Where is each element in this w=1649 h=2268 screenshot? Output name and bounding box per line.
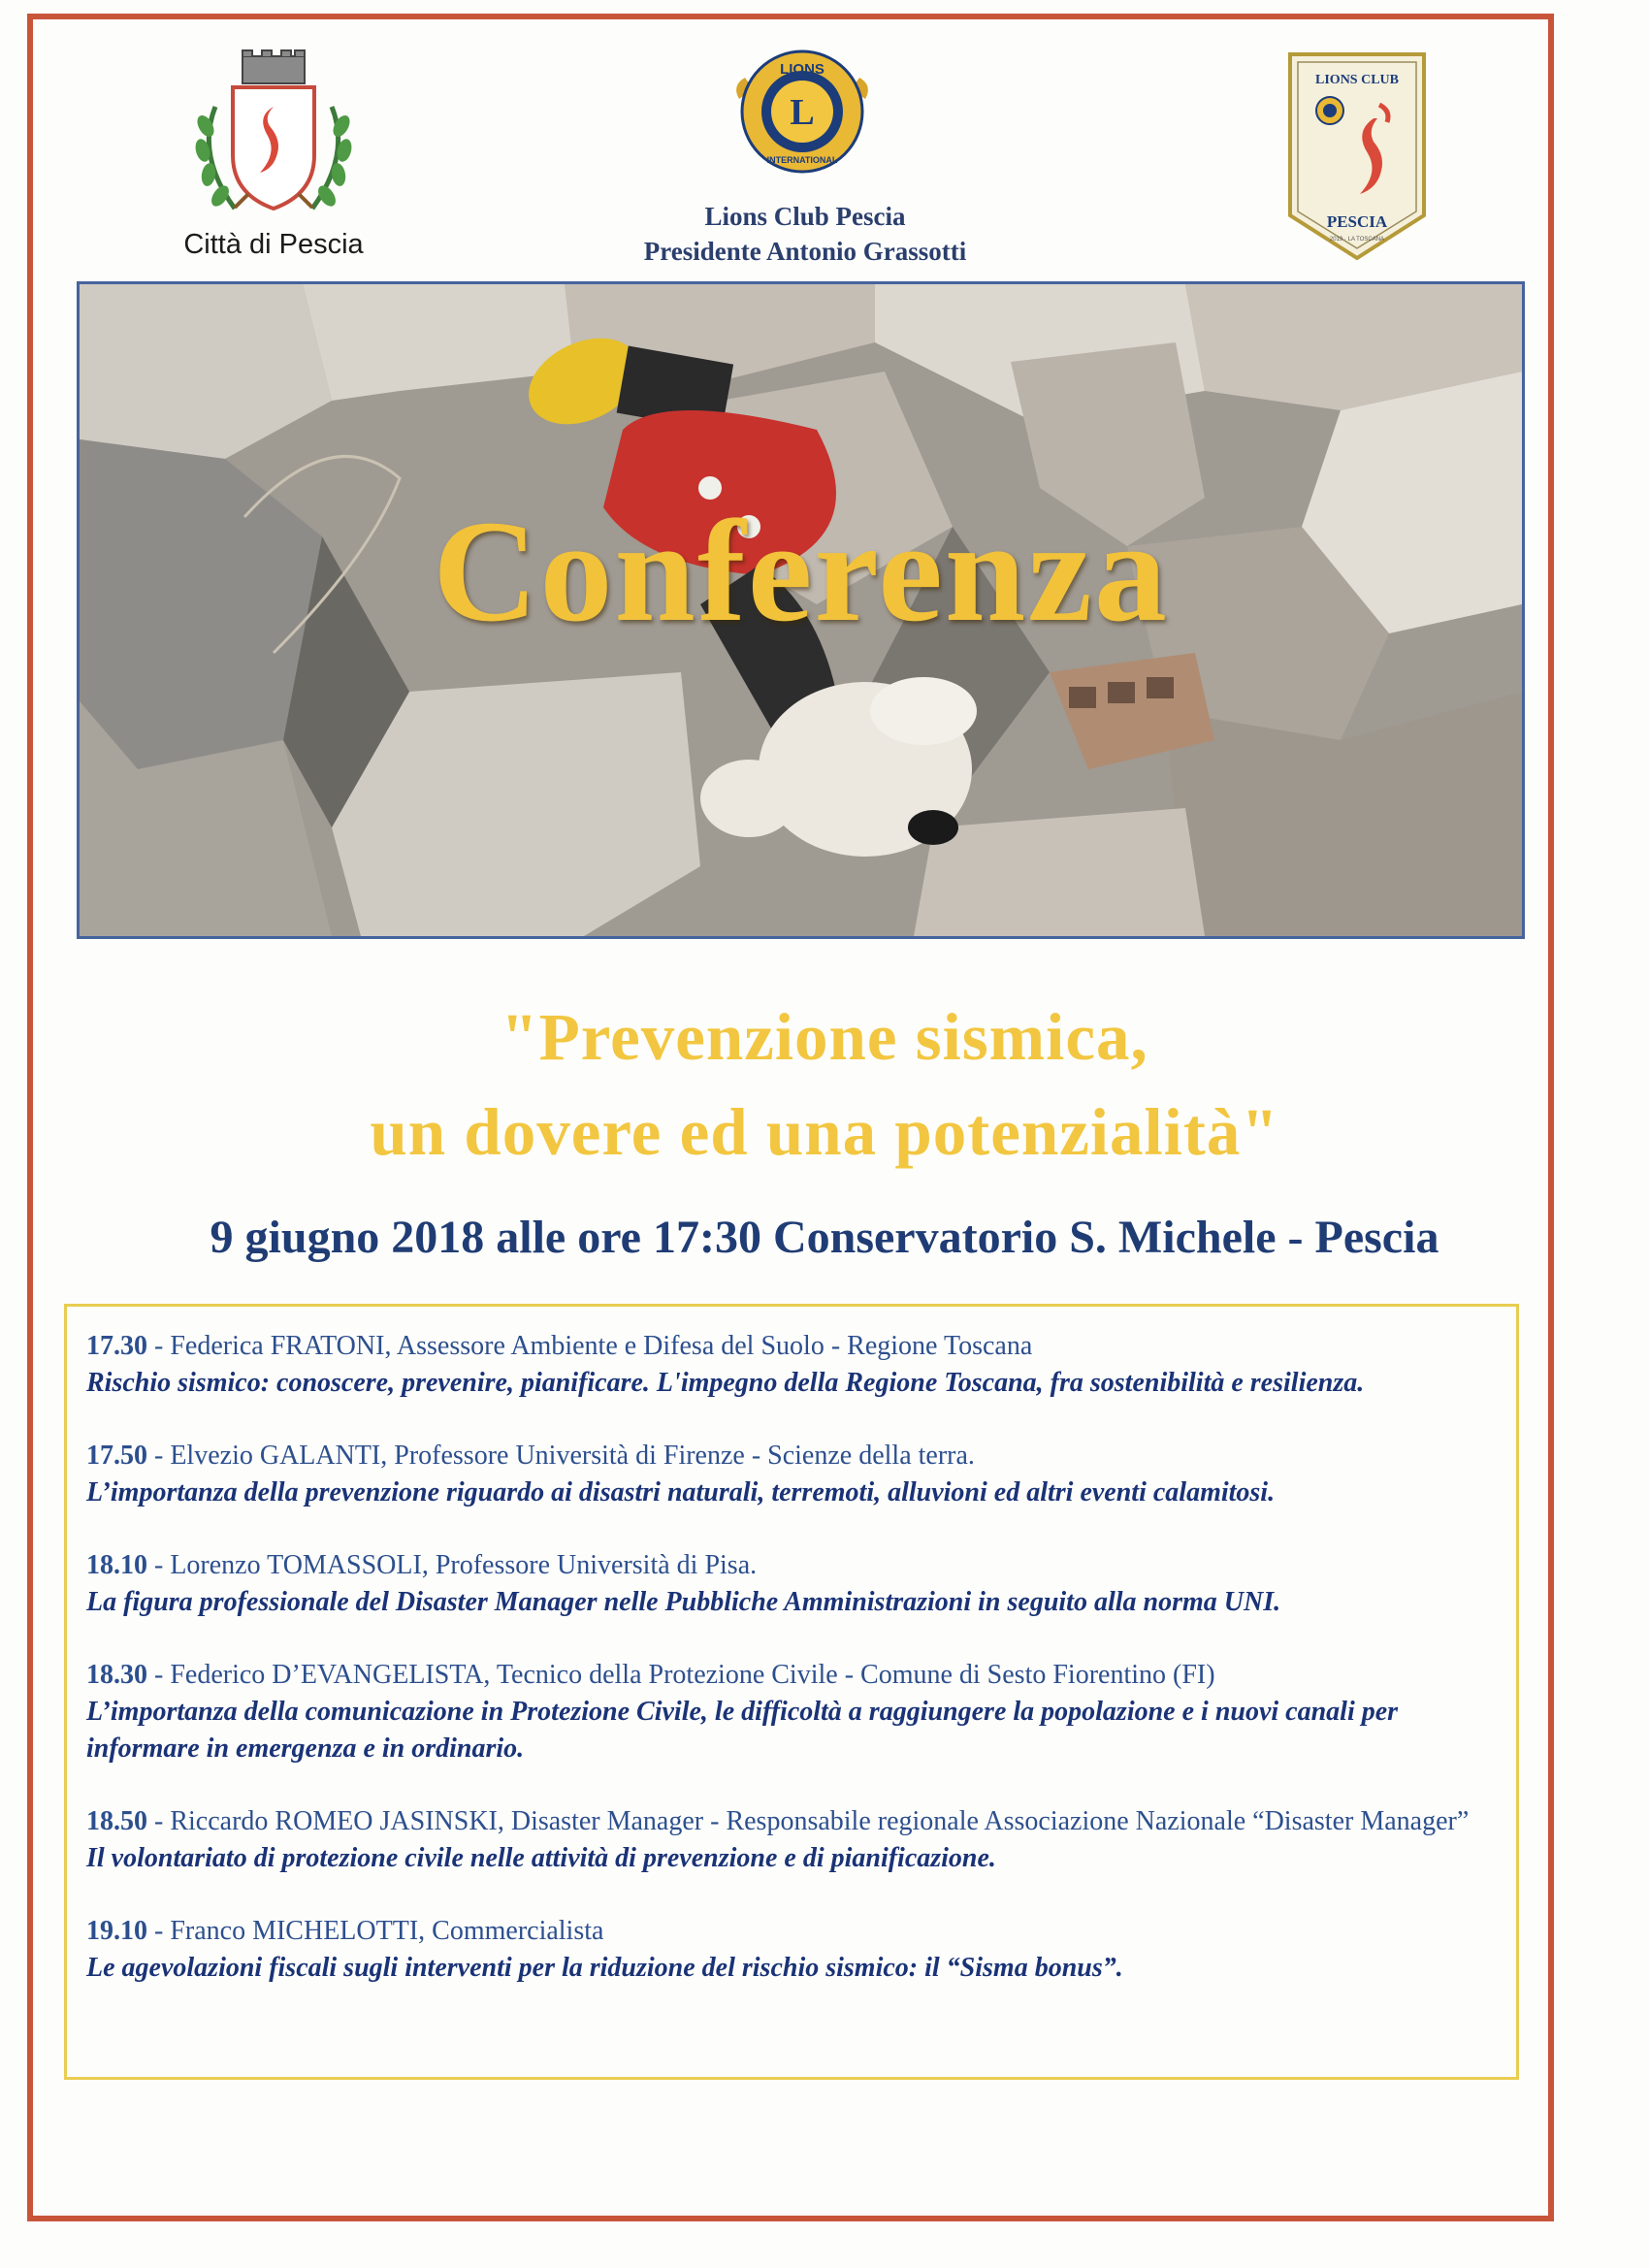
program-talk: Il volontariato di protezione civile nelle attività di prevenzione e di pianificazione. xyxy=(86,1843,996,1873)
hero-photo xyxy=(77,281,1525,939)
lions-logo-top-text: LIONS xyxy=(780,61,824,78)
program-speaker: Federico D’EVANGELISTA, Tecnico della Protezione Civile - Comune di Sesto Fiorentino (FI) xyxy=(170,1660,1215,1690)
program-time: 18.10 xyxy=(86,1550,147,1580)
pennant-top-text: LIONS CLUB xyxy=(1315,73,1399,87)
subtitle-line-1: "Prevenzione sismica, xyxy=(501,1000,1148,1074)
club-name: Lions Club Pescia xyxy=(704,202,906,231)
program-talk: Le agevolazioni fiscali sugli interventi per la riduzione del rischio sismico: il “Sisma bonus”. xyxy=(86,1953,1123,1983)
program-item: 19.10 - Franco MICHELOTTI, Commercialista Le agevolazioni fiscali sugli interventi per la riduzione del rischio sismico: il “Sisma bonus”. xyxy=(86,1913,1495,1987)
club-president: Presidente Antonio Grassotti xyxy=(643,237,967,266)
subtitle-line-2: un dovere ed una potenzialità" xyxy=(370,1095,1279,1169)
program-item: 17.30 - Federica FRATONI, Assessore Ambiente e Difesa del Suolo - Regione Toscana Rischio sismico: conoscere, prevenire, pianificare. L'impegno della Regione Toscana, fra sostenibilità e resilienza. xyxy=(86,1328,1495,1402)
program-time: 18.50 xyxy=(86,1806,147,1836)
program-time: 17.50 xyxy=(86,1441,147,1471)
program-item: 18.10 - Lorenzo TOMASSOLI, Professore Università di Pisa. La figura professionale del Disaster Manager nelle Pubbliche Amministrazioni in seguito alla norma UNI. xyxy=(86,1547,1495,1621)
program-item: 17.50 - Elvezio GALANTI, Professore Università di Firenze - Scienze della terra. L’importanza della prevenzione riguardo ai disastri naturali, terremoti, alluvioni ed altri eventi calamitosi. xyxy=(86,1438,1495,1511)
pennant-bottom-text: PESCIA xyxy=(1326,212,1388,231)
city-logo xyxy=(177,49,371,272)
program-speaker: Riccardo ROMEO JASINSKI, Disaster Manager - Responsabile regionale Associazione Nazionale “Disaster Manager” xyxy=(170,1806,1470,1836)
lions-club-pescia-pennant xyxy=(1286,50,1428,262)
program-item: 18.50 - Riccardo ROMEO JASINSKI, Disaster Manager - Responsabile regionale Associazione Nazionale “Disaster Manager” Il volontariato di protezione civile nelle attività di prevenzione e di pianificazione. xyxy=(86,1803,1495,1877)
program-speaker: Federica FRATONI, Assessore Ambiente e Difesa del Suolo - Regione Toscana xyxy=(170,1331,1033,1361)
lions-international-logo xyxy=(729,39,875,184)
program-talk: L’importanza della prevenzione riguardo ai disastri naturali, terremoti, alluvioni ed altri eventi calamitosi. xyxy=(86,1477,1276,1507)
program-time: 18.30 xyxy=(86,1660,147,1690)
program-time: 17.30 xyxy=(86,1331,147,1361)
program-time: 19.10 xyxy=(86,1916,147,1946)
lions-logo-bottom-text: INTERNATIONAL xyxy=(766,155,838,165)
city-crest-icon xyxy=(177,49,371,223)
lions-logo-letter: L xyxy=(790,92,815,133)
city-name: Città di Pescia xyxy=(183,229,364,260)
program-item: 18.30 - Federico D’EVANGELISTA, Tecnico della Protezione Civile - Comune di Sesto Fiorentino (FI) L’importanza della comunicazione in Protezione Civile, le difficoltà a raggiungere la popolazione e i nuovi canali per informare in emergenza e in ordinario. xyxy=(86,1657,1495,1767)
program-speaker: Elvezio GALANTI, Professore Università di Firenze - Scienze della terra. xyxy=(170,1441,975,1471)
program-box xyxy=(64,1304,1519,2080)
program-talk: Rischio sismico: conoscere, prevenire, pianificare. L'impegno della Regione Toscana, fra sostenibilità e resilienza. xyxy=(86,1368,1365,1398)
lions-emblem-icon xyxy=(729,39,875,184)
program-talk: La figura professionale del Disaster Manager nelle Pubbliche Amministrazioni in seguito alla norma UNI. xyxy=(86,1587,1281,1617)
pennant-icon xyxy=(1286,50,1428,262)
conference-title: Conferenza xyxy=(433,491,1169,652)
program-speaker: Franco MICHELOTTI, Commercialista xyxy=(170,1916,604,1946)
event-date-location: 9 giugno 2018 alle ore 17:30 Conservatorio S. Michele - Pescia xyxy=(210,1212,1439,1263)
pennant-small-text: 2019 · LA TOSCANA xyxy=(1329,237,1385,243)
program-talk: L’importanza della comunicazione in Protezione Civile, le difficoltà a raggiungere la popolazione e i nuovi canali per informare in emergenza e in ordinario. xyxy=(86,1697,1399,1764)
program-speaker: Lorenzo TOMASSOLI, Professore Università di Pisa. xyxy=(170,1550,758,1580)
